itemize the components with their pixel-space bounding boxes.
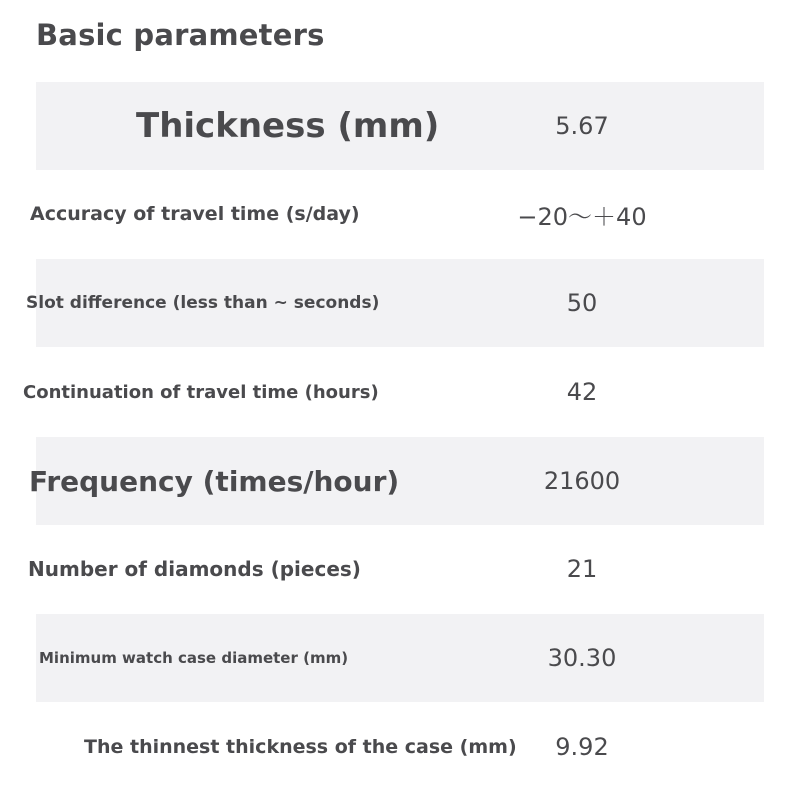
table-row: The thinnest thickness of the case (mm) 9.92 [36,703,764,791]
page-title: Basic parameters [36,18,325,52]
table-row: Number of diamonds (pieces) 21 [36,525,764,613]
row-label: Continuation of travel time (hours) [23,381,379,403]
table-row: Frequency (times/hour) 21600 [36,437,764,525]
table-row: Continuation of travel time (hours) 42 [36,348,764,436]
table-row: Slot difference (less than ~ seconds) 50 [36,259,764,347]
table-row: Accuracy of travel time (s/day) −20～＋40 [36,170,764,258]
row-label: Minimum watch case diameter (mm) [39,649,349,667]
row-label: Number of diamonds (pieces) [28,557,361,581]
table-row: Minimum watch case diameter (mm) 30.30 [36,614,764,702]
row-label: The thinnest thickness of the case (mm) [84,736,517,758]
table-row: Thickness (mm) 5.67 [36,82,764,170]
row-label: Slot difference (less than ~ seconds) [26,293,380,313]
row-label: Thickness (mm) [136,106,440,146]
row-label: Accuracy of travel time (s/day) [30,203,360,225]
row-label: Frequency (times/hour) [29,464,400,498]
